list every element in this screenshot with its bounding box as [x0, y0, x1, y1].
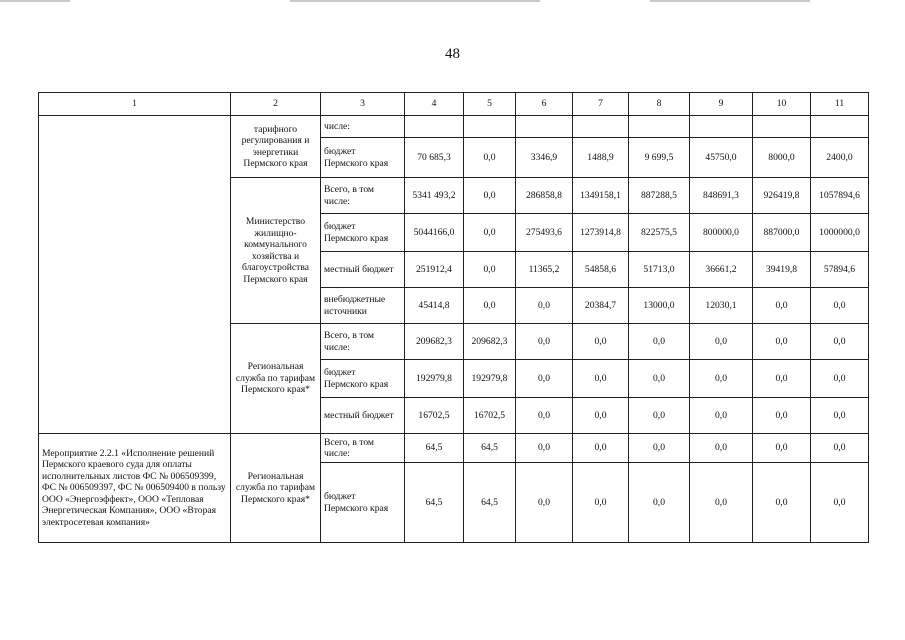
value-cell-col-10: 0,0 [753, 360, 811, 398]
value-cell-col-11: 0,0 [811, 434, 869, 463]
col-header-8: 8 [629, 93, 690, 116]
value-cell-col-5: 0,0 [464, 288, 516, 324]
event-cell [39, 116, 231, 434]
value-cell-col-7: 0,0 [573, 463, 629, 543]
col-header-10: 10 [753, 93, 811, 116]
funding-source-cell: Всего, в том числе: [321, 178, 405, 214]
value-cell-col-9: 45750,0 [690, 138, 753, 178]
value-cell-col-10: 39419,8 [753, 252, 811, 288]
value-cell-col-8: 51713,0 [629, 252, 690, 288]
funding-source-cell: числе: [321, 116, 405, 138]
value-cell-col-10: 926419,8 [753, 178, 811, 214]
value-cell-col-8: 0,0 [629, 398, 690, 434]
value-cell-col-8: 0,0 [629, 463, 690, 543]
value-cell-col-6: 0,0 [516, 288, 573, 324]
value-cell-col-6: 0,0 [516, 360, 573, 398]
value-cell-col-6: 286858,8 [516, 178, 573, 214]
funding-source-cell: внебюджетные источники [321, 288, 405, 324]
value-cell-col-10: 0,0 [753, 463, 811, 543]
value-cell-col-5: 192979,8 [464, 360, 516, 398]
value-cell-col-6: 3346,9 [516, 138, 573, 178]
value-cell-col-9: 36661,2 [690, 252, 753, 288]
value-cell-col-11: 1057894,6 [811, 178, 869, 214]
value-cell-col-11: 1000000,0 [811, 214, 869, 252]
value-cell-col-5: 0,0 [464, 252, 516, 288]
page-number: 48 [445, 46, 460, 62]
value-cell-col-10: 887000,0 [753, 214, 811, 252]
value-cell-col-8: 0,0 [629, 360, 690, 398]
value-cell-col-5: 16702,5 [464, 398, 516, 434]
value-cell-col-4: 45414,8 [405, 288, 464, 324]
value-cell-col-4: 5341 493,2 [405, 178, 464, 214]
value-cell-col-9: 0,0 [690, 434, 753, 463]
executor-cell: тарифного регулирования и энергетики Пермского края [231, 116, 321, 178]
value-cell-col-8: 13000,0 [629, 288, 690, 324]
value-cell-col-4: 70 685,3 [405, 138, 464, 178]
value-cell-col-11: 2400,0 [811, 138, 869, 178]
value-cell-col-10: 0,0 [753, 288, 811, 324]
value-cell-col-5: 0,0 [464, 214, 516, 252]
value-cell-col-4: 64,5 [405, 463, 464, 543]
col-header-9: 9 [690, 93, 753, 116]
value-cell-col-9: 0,0 [690, 360, 753, 398]
value-cell-col-7 [573, 116, 629, 138]
funding-source-cell: местный бюджет [321, 398, 405, 434]
value-cell-col-7: 20384,7 [573, 288, 629, 324]
funding-source-cell: местный бюджет [321, 252, 405, 288]
value-cell-col-7: 0,0 [573, 398, 629, 434]
value-cell-col-8 [629, 116, 690, 138]
value-cell-col-5: 64,5 [464, 463, 516, 543]
funding-source-cell: бюджет Пермского края [321, 214, 405, 252]
value-cell-col-7: 54858,6 [573, 252, 629, 288]
executor-cell: Министерство жилищно-коммунального хозяйства и благоустройства Пермского края [231, 178, 321, 324]
event-cell: Мероприятие 2.2.1 «Исполнение решений Пермского краевого суда для оплаты исполнительных листов ФС № 006509399, ФС № 006509397, ФС № 006509400 в пользу ООО «Энергоэффект», ООО «Тепловая Энергетическая Компания», ООО «Вторая электросетевая компания» [39, 434, 231, 543]
funding-source-cell: бюджет Пермского края [321, 138, 405, 178]
value-cell-col-9: 848691,3 [690, 178, 753, 214]
value-cell-col-8: 887288,5 [629, 178, 690, 214]
value-cell-col-8: 0,0 [629, 324, 690, 360]
value-cell-col-4: 16702,5 [405, 398, 464, 434]
executor-cell: Региональная служба по тарифам Пермского края* [231, 434, 321, 543]
value-cell-col-8: 822575,5 [629, 214, 690, 252]
value-cell-col-11: 0,0 [811, 360, 869, 398]
table-row [39, 434, 869, 463]
col-header-1: 1 [39, 93, 231, 116]
value-cell-col-7: 1273914,8 [573, 214, 629, 252]
value-cell-col-11: 0,0 [811, 324, 869, 360]
funding-source-cell: бюджет Пермского края [321, 360, 405, 398]
value-cell-col-11 [811, 116, 869, 138]
value-cell-col-10: 0,0 [753, 398, 811, 434]
col-header-2: 2 [231, 93, 321, 116]
value-cell-col-4: 5044166,0 [405, 214, 464, 252]
value-cell-col-6: 0,0 [516, 324, 573, 360]
value-cell-col-4: 251912,4 [405, 252, 464, 288]
executor-cell: Региональная служба по тарифам Пермского края* [231, 324, 321, 434]
col-header-7: 7 [573, 93, 629, 116]
col-header-5: 5 [464, 93, 516, 116]
col-header-3: 3 [321, 93, 405, 116]
top-rule-right [650, 0, 810, 2]
value-cell-col-6: 11365,2 [516, 252, 573, 288]
value-cell-col-9: 800000,0 [690, 214, 753, 252]
table-row [39, 116, 869, 138]
value-cell-col-6: 0,0 [516, 398, 573, 434]
value-cell-col-6: 0,0 [516, 434, 573, 463]
value-cell-col-4: 192979,8 [405, 360, 464, 398]
top-rule-left [0, 0, 70, 2]
value-cell-col-5: 0,0 [464, 138, 516, 178]
value-cell-col-4: 64,5 [405, 434, 464, 463]
header-row [39, 93, 869, 116]
value-cell-col-10 [753, 116, 811, 138]
value-cell-col-7: 1488,9 [573, 138, 629, 178]
top-rule-center [290, 0, 540, 2]
table-body [39, 116, 869, 543]
value-cell-col-5 [464, 116, 516, 138]
funding-source-cell: Всего, в том числе: [321, 324, 405, 360]
value-cell-col-5: 209682,3 [464, 324, 516, 360]
value-cell-col-9: 0,0 [690, 324, 753, 360]
value-cell-col-7: 0,0 [573, 360, 629, 398]
value-cell-col-5: 0,0 [464, 178, 516, 214]
col-header-4: 4 [405, 93, 464, 116]
value-cell-col-11: 0,0 [811, 288, 869, 324]
col-header-6: 6 [516, 93, 573, 116]
value-cell-col-8: 9 699,5 [629, 138, 690, 178]
budget-table [38, 92, 869, 543]
value-cell-col-7: 0,0 [573, 324, 629, 360]
value-cell-col-7: 1349158,1 [573, 178, 629, 214]
value-cell-col-6: 275493,6 [516, 214, 573, 252]
value-cell-col-4 [405, 116, 464, 138]
value-cell-col-6: 0,0 [516, 463, 573, 543]
value-cell-col-11: 57894,6 [811, 252, 869, 288]
value-cell-col-11: 0,0 [811, 398, 869, 434]
value-cell-col-10: 8000,0 [753, 138, 811, 178]
value-cell-col-11: 0,0 [811, 463, 869, 543]
funding-source-cell: бюджет Пермского края [321, 463, 405, 543]
value-cell-col-10: 0,0 [753, 324, 811, 360]
value-cell-col-5: 64,5 [464, 434, 516, 463]
value-cell-col-9 [690, 116, 753, 138]
value-cell-col-9: 12030,1 [690, 288, 753, 324]
value-cell-col-9: 0,0 [690, 463, 753, 543]
funding-source-cell: Всего, в том числе: [321, 434, 405, 463]
value-cell-col-7: 0,0 [573, 434, 629, 463]
col-header-11: 11 [811, 93, 869, 116]
value-cell-col-6 [516, 116, 573, 138]
value-cell-col-9: 0,0 [690, 398, 753, 434]
value-cell-col-8: 0,0 [629, 434, 690, 463]
value-cell-col-10: 0,0 [753, 434, 811, 463]
value-cell-col-4: 209682,3 [405, 324, 464, 360]
